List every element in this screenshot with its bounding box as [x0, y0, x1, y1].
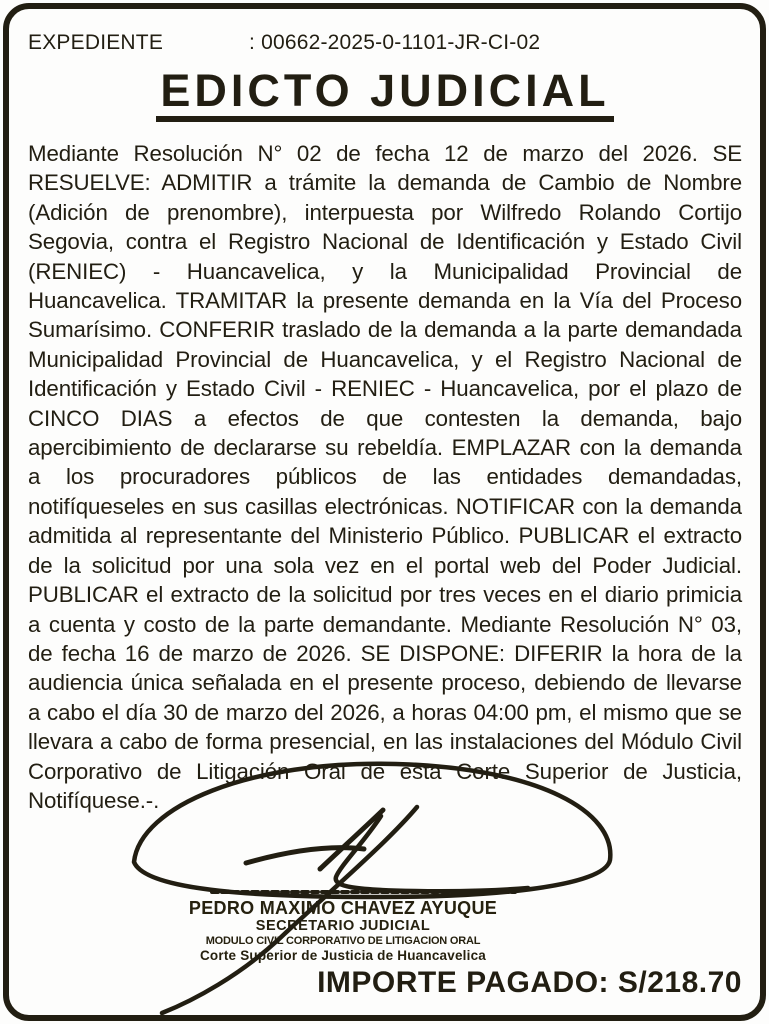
stamp-secretary-name: PEDRO MAXIMO CHAVEZ AYUQUE — [188, 898, 498, 918]
secretary-stamp — [0, 899, 686, 962]
title-wrap — [28, 65, 742, 122]
stamp-secretary-role: SECRETARIO JUDICIAL — [255, 918, 431, 934]
signature-stroke-left — [320, 810, 383, 869]
resolution-body-text: Mediante Resolución N° 02 de fecha 12 de marzo del 2026. SE RESUELVE: ADMITIR a trámite la demanda de Cambio de Nombre (Adición de prenombre), interpuesta por Wilfredo Rolando Cortijo Segovia, contra el Registro Nacional de Identificación y Estado Civil (RENIEC) - Huancavelica, y la Municipalidad Provincial de Huancavelica. TRAMITAR la presente demanda en la Vía del Proceso Sumarísimo. CONFERIR traslado de la demanda a la parte demandada Municipalidad Provincial de Huancavelica, y el Registro Nacional de Identificación y Estado Civil - RENIEC - Huancavelica, por el plazo de CINCO DIAS a efectos de que contesten la demanda, bajo apercibimiento de declararse su rebeldía. EMPLAZAR con la demanda a los procuradores públicos de las entidades demandadas, notifíqueseles en sus casillas electrónicas. NOTIFICAR con la demanda admitida al representante del Ministerio Público. PUBLICAR el extracto de la solicitud por una sola vez en el portal web del Poder Judicial. PUBLICAR el extracto de la solicitud por tres veces en el diario primicia a cuenta y costo de la parte demandante. Mediante Resolución N° 03, de fecha 16 de marzo de 2026. SE DISPONE: DIFERIR la hora de la audiencia única señalada en el presente proceso, debiendo de llevarse a cabo el día 30 de marzo del 2026, a horas 04:00 pm, el mismo que se llevara a cabo de forma presencial, en las instalaciones del Módulo Civil Corporativo de Litigación Oral de esta Corte Superior de Justicia, Notifíquese.-. — [28, 141, 742, 813]
document-title: EDICTO JUDICIAL — [156, 68, 613, 122]
amount-paid-line — [317, 966, 742, 1000]
document-content — [28, 30, 742, 815]
amount-paid-value: S/218.70 — [617, 966, 742, 999]
signature-stroke-crossbar — [246, 848, 364, 863]
stamp-office: MODULO CIVIL CORPORATIVO DE LITIGACION ORAL — [205, 934, 481, 947]
signature-stroke-loop — [336, 816, 528, 891]
expediente-value: : 00662-2025-0-1101-JR-CI-02 — [249, 31, 541, 54]
expediente-label: EXPEDIENTE — [28, 31, 164, 54]
expediente-row — [28, 30, 742, 56]
amount-paid-label: IMPORTE PAGADO: — [317, 966, 610, 999]
stamp-court: Corte Superior de Justicia de Huancavelica — [199, 947, 486, 963]
